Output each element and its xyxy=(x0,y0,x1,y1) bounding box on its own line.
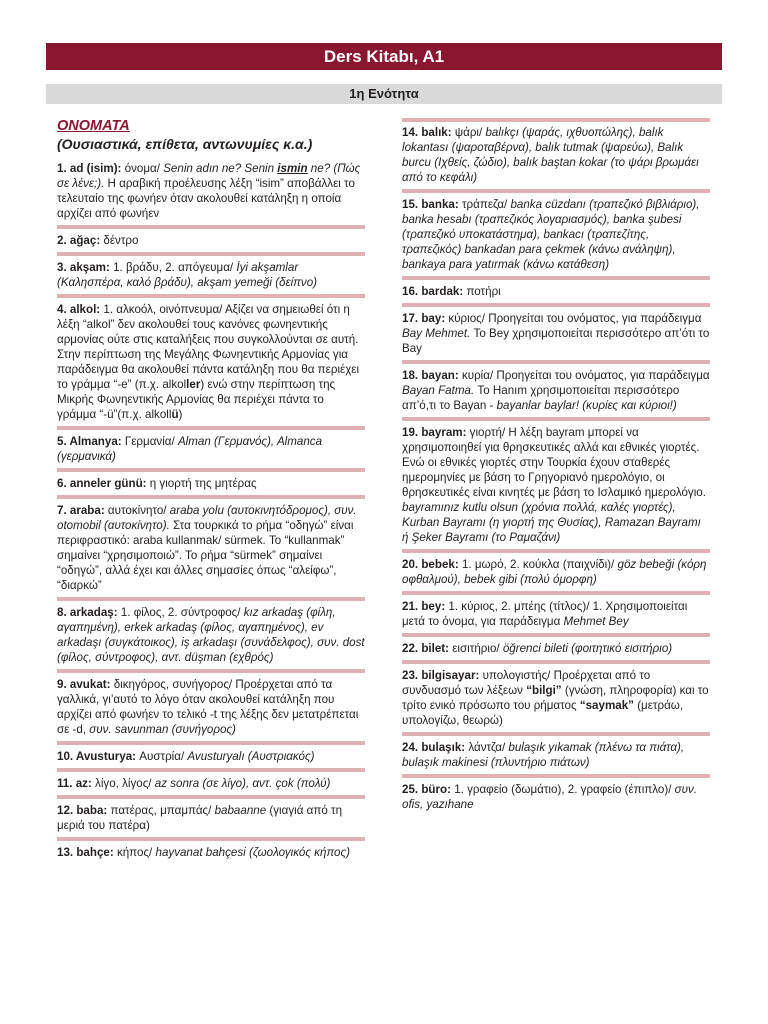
headword: 23. bilgisayar: xyxy=(402,669,480,682)
vocab-entry-araba xyxy=(57,499,365,601)
entry-text: λίγο, λίγος/ xyxy=(91,777,155,790)
entry-example: az sonra (σε λίγο), αντ. çok (πολύ) xyxy=(154,777,331,790)
vocab-entry-alkol xyxy=(57,298,365,430)
entry-text: όνομα/ xyxy=(121,162,164,175)
vocab-entry-almanya xyxy=(57,430,365,472)
entry-example: Bayan Fatma. xyxy=(402,384,475,397)
entry-example: Alman (Γερμανός), Almanca (γερμανικά) xyxy=(57,435,323,463)
section-subtitle: (Ουσιαστικά, επίθετα, αντωνυμίες κ.α.) xyxy=(57,136,313,152)
vocab-entry-ad xyxy=(57,157,365,229)
entry-text: (μετράω, υπολογίζω, θεωρώ) xyxy=(402,699,684,727)
headword: 3. akşam: xyxy=(57,261,110,274)
entry-example: bayramınız kutlu olsun (χρόνια πολλά, καλές γιορτές), Kurban Bayramı (η γιορτή της Θυσίας), Ramazan Bayramı ή Şeker Bayramı (το Ραμαζάνι) xyxy=(402,501,701,544)
vocab-entry-bay xyxy=(402,307,710,364)
headword: 4. alkol: xyxy=(57,303,101,316)
entry-text: 1. κύριος, 2. μπέης (τίτλος)/ 1. Χρησιμοποιείται μετά το όνομα, για παράδειγμα xyxy=(402,600,688,628)
entry-highlight: ismin xyxy=(277,162,308,175)
vocab-entry-bayram xyxy=(402,421,710,553)
entry-example: öğrenci bileti (φοιτητικό εισιτήριο) xyxy=(502,642,673,655)
entry-text: δικηγόρος, συνήγορος/ Προέρχεται από τα γαλλικά, γι’αυτό το λόγο όταν ακολουθεί κατάληξη που αρχίζει από φωνήεν το τελικό -t της λέξης δεν μετατρέπεται σε -d, xyxy=(57,678,359,736)
entry-example: banka cüzdanı (τραπεζικό βιβλιάριο), banka hesabı (τραπεζικός λογαριασμός), banka şubesi (τραπεζικό υποκατάστημα), bankacı (τραπεζίτης, τραπεζικός) bankadan para çekmek (κάνω ανάληψη), bankaya para yatırmak (κάνω κατάθεση) xyxy=(402,198,700,271)
headword: 7. araba: xyxy=(57,504,105,517)
entry-text: Το Hanım χρησιμοποιείται περισσότερο απ’ό,τι το Bayan - xyxy=(402,384,680,412)
headword: 16. bardak: xyxy=(402,285,464,298)
vocab-entry-bilet xyxy=(402,637,710,664)
entry-example: συν. savunman (συνήγορος) xyxy=(89,723,236,736)
headword: 14. balık: xyxy=(402,126,452,139)
entry-example: Bay Mehmet. xyxy=(402,327,471,340)
entry-example: bulaşık yıkamak (πλένω τα πιάτα), bulaşık makinesi (πλυντήριο πιάτων) xyxy=(402,741,685,769)
entry-example: İyi akşamlar (Καλησπέρα, καλό βράδυ), akşam yemeği (δείπνο) xyxy=(57,261,318,289)
entry-text: η γιορτή της μητέρας xyxy=(146,477,257,490)
entry-text: Στα τουρκικά το ρήμα “οδηγώ” είναι περιφραστικό: araba kullanmak/ sürmek. Το “kullanmak” σημαίνει “χρησιμοποιώ”. Το ρήμα “sürmek” σημαίνει “οδηγώ”, αλλά έχει και άλλες σημασίες όπως “αλείφω”, “διαρκώ” xyxy=(57,519,354,592)
entry-text: 1. μωρό, 2. κούκλα (παιχνίδι)/ xyxy=(458,558,618,571)
headword: 18. bayan: xyxy=(402,369,459,382)
entry-text: (γιαγιά από τη μεριά του πατέρα) xyxy=(57,804,343,832)
entry-text: Γερμανία/ xyxy=(121,435,178,448)
entry-bold: “saymak” xyxy=(579,699,634,712)
entry-example: babaanne xyxy=(214,804,267,817)
headword: 25. büro: xyxy=(402,783,451,796)
entry-text: κήπος/ xyxy=(113,846,156,859)
vocab-entry-arkadas xyxy=(57,601,365,673)
entry-text: εισιτήριο/ xyxy=(449,642,503,655)
vocab-entry-bebek xyxy=(402,553,710,595)
entry-example: hayvanat bahçesi (ζωολογικός κήπος) xyxy=(155,846,350,859)
entry-example: araba yolu (αυτοκινητόδρομος), συν. otomobil (αυτοκίνητο). xyxy=(57,504,357,532)
entry-bold: ler xyxy=(186,378,201,391)
headword: 1. ad (isim): xyxy=(57,162,122,175)
entry-text: Το Bey χρησιμοποιείται περισσότερο απ’ότι το Bay xyxy=(402,327,710,355)
headword: 13. bahçe: xyxy=(57,846,114,859)
entry-text: ) ενώ στην περίπτωση της Μικρής Φωνηεντικής Αρμονίας θα περιέχει πάντα το γράμμα “-ü”(π.χ. alkoll xyxy=(57,378,336,421)
headword: 22. bilet: xyxy=(402,642,450,655)
entry-text: τράπεζα/ xyxy=(458,198,511,211)
vocab-entry-balik xyxy=(402,118,710,193)
entry-bold: “bilgi” xyxy=(526,684,562,697)
entry-text: γιορτή/ Η λέξη bayram μπορεί να χρησιμοποιηθεί για θρησκευτικές αλλά και εθνικές γιορτές. Ενώ οι εθνικές γιορτές στην Τουρκία έχουν σταθερές ημερομηνίες με βάση το Γρηγοριανό ημερολόγιο, οι θρησκευτικές είναι κινητές με βάση το Ισλαμικό ημερολόγιο. xyxy=(402,426,706,499)
headword: 8. arkadaş: xyxy=(57,606,118,619)
headword: 17. bay: xyxy=(402,312,446,325)
vocab-entry-avukat xyxy=(57,673,365,745)
vocab-entry-bey xyxy=(402,595,710,637)
vocab-entry-buro xyxy=(402,778,710,816)
entry-text: 1. βράδυ, 2. απόγευμα/ xyxy=(109,261,237,274)
entry-text: (γνώση, πληροφορία) και το τρίτο ενικό πρόσωπο του ρήματος xyxy=(402,684,709,712)
headword: 19. bayram: xyxy=(402,426,467,439)
headword: 12. baba: xyxy=(57,804,108,817)
entry-text: Αυστρία/ xyxy=(136,750,188,763)
headword: 10. Avusturya: xyxy=(57,750,137,763)
book-title-bar: Ders Kitabı, A1 xyxy=(46,43,722,70)
headword: 6. anneler günü: xyxy=(57,477,147,490)
right-column xyxy=(402,118,710,816)
vocab-entry-aksam xyxy=(57,256,365,298)
headword: 15. banka: xyxy=(402,198,459,211)
entry-bold: ü xyxy=(171,408,179,421)
headword: 5. Almanya: xyxy=(57,435,122,448)
vocab-entry-bulasik xyxy=(402,736,710,778)
headword: 21. bey: xyxy=(402,600,446,613)
vocab-entry-baba xyxy=(57,799,365,841)
entry-text: κύριος/ Προηγείται του ονόματος, για παράδειγμα xyxy=(445,312,702,325)
vocab-entry-anneler-gunu xyxy=(57,472,365,499)
entry-example: kız arkadaş (φίλη, αγαπημένη), erkek arkadaş (φίλος, αγαπημένος), ev arkadaşı (συγκάτοικος), iş arkadaşı (συνάδελφος), συν. dost (φίλος, σύντροφος), αντ. düşman (εχθρός) xyxy=(57,606,365,664)
entry-text: πατέρας, μπαμπάς/ xyxy=(107,804,215,817)
left-column xyxy=(57,118,365,864)
entry-text: ποτήρι xyxy=(463,285,501,298)
vocab-entry-az xyxy=(57,772,365,799)
entry-text: δέντρο xyxy=(100,234,139,247)
vocab-entry-bayan xyxy=(402,364,710,421)
entry-text: 1. φίλος, 2. σύντροφος/ xyxy=(117,606,244,619)
entry-text: υπολογιστής/ Προέρχεται από το συνδυασμό των λέξεων xyxy=(402,669,651,697)
vocab-entry-bardak xyxy=(402,280,710,307)
entry-text: αυτοκίνητο/ xyxy=(104,504,170,517)
entry-example: συν. ofis, yazıhane xyxy=(402,783,698,811)
vocab-entry-banka xyxy=(402,193,710,280)
entry-example: bayanlar baylar! (κυρίες και κύριοι!) xyxy=(496,399,677,412)
vocab-entry-avusturya xyxy=(57,745,365,772)
unit-title-bar: 1η Ενότητα xyxy=(46,84,722,104)
entry-text: Η αραβική προέλευσης λέξη “isim” αποβάλλει το τελευταίο της φωνήεν όταν ακολουθεί κατάληξη η οποία αρχίζει από φωνήεν xyxy=(57,177,355,220)
entry-example: göz bebeği (κόρη οφθαλμού), bebek gibi (πολύ όμορφη) xyxy=(402,558,707,586)
entry-example: Mehmet Bey xyxy=(563,615,629,628)
entry-example: ne? (Πώς σε λένε;). xyxy=(57,162,361,190)
headword: 24. bulaşık: xyxy=(402,741,466,754)
entry-text: 1. αλκοόλ, οινόπνευμα/ Αξίζει να σημειωθεί ότι η λέξη “alkol” δεν ακολουθεί τους κανόνες φωνηεντικής αρμονίας ούτε στις καταλήξεις που συγκολλούνται σε αυτή. Στην περίπτωση της Μεγάλης Φωνηεντικής Αρμονίας για παράδειγμα θα ακολουθεί πάντα κατάληξη που θα περιέχει το γράμμα “-e” (π.χ. alkol xyxy=(57,303,360,391)
entry-example: Avusturyalı (Αυστριακός) xyxy=(187,750,315,763)
vocab-entry-agac xyxy=(57,229,365,256)
entry-example: Senin adın ne? Senin xyxy=(163,162,278,175)
entry-text: λάντζα/ xyxy=(465,741,509,754)
entry-text: κυρία/ Προηγείται του ονόματος, για παράδειγμα xyxy=(458,369,710,382)
entry-example: balıkçı (ψαράς, ιχθυοπώλης), balık lokantası (ψαροταβέρνα), balık tutmak (ψαρεύω), Balık burcu (Ιχθείς, ζώδιο), balık baştan kokar (το ψάρι βρωμάει από το κεφάλι) xyxy=(402,126,699,184)
vocab-entry-bahce xyxy=(57,841,365,864)
headword: 2. ağaç: xyxy=(57,234,101,247)
entry-text: 1. γραφείο (δωμάτιο), 2. γραφείο (έπιπλο)/ xyxy=(450,783,675,796)
headword: 20. bebek: xyxy=(402,558,459,571)
entry-text: ψάρι/ xyxy=(451,126,486,139)
section-title: ONOMATA xyxy=(57,118,130,134)
headword: 11. az: xyxy=(57,777,92,790)
entry-text: ) xyxy=(178,408,183,421)
vocab-entry-bilgisayar xyxy=(402,664,710,736)
headword: 9. avukat: xyxy=(57,678,111,691)
